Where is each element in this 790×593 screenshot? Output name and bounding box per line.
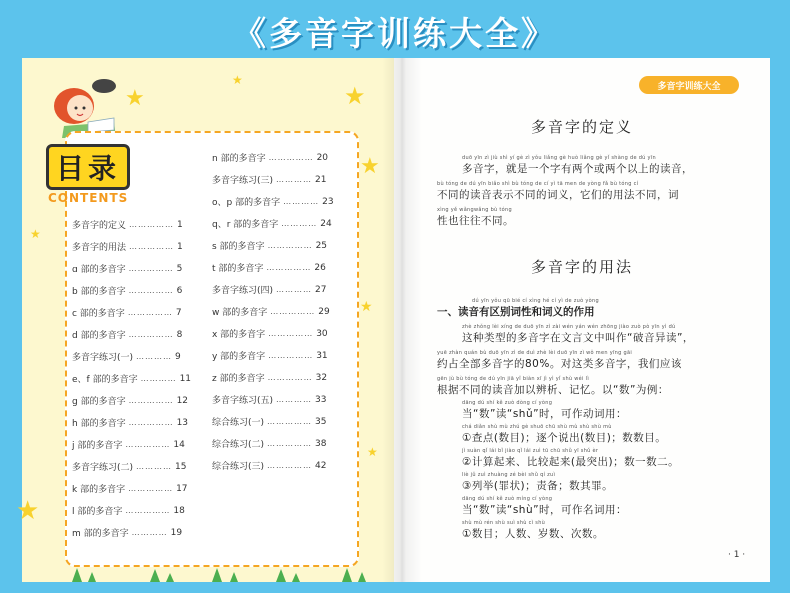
toc-entry[interactable]: 多音字练习(一) ………… 9: [72, 351, 181, 363]
toc-entry[interactable]: h 部的多音字 …………… 13: [72, 417, 189, 429]
example-line: ①数目；人数、岁数、次数。: [462, 528, 604, 540]
open-book: [16, 58, 770, 582]
toc-entry[interactable]: g 部的多音字 …………… 12: [72, 395, 189, 407]
star-icon: ★: [30, 227, 41, 241]
pinyin-line: xìng yě wǎngwǎng bù tóng: [437, 207, 512, 213]
pinyin-line: zhè zhǒng lèi xíng de duō yīn zì zài wén yán wén zhōng jiào zuò pò yīn yì dú: [462, 324, 676, 330]
definition-line: 性也往往不同。: [437, 215, 514, 227]
page-number: · 1 ·: [728, 550, 746, 560]
star-icon: ★: [367, 445, 378, 459]
toc-entry[interactable]: k 部的多音字 …………… 17: [72, 483, 188, 495]
toc-entry[interactable]: 多音字练习(五) ………… 33: [212, 394, 327, 406]
star-icon: ★: [16, 496, 40, 526]
example-line: ①查点(数目)；逐个说出(数目)；数数目。: [462, 432, 667, 444]
banner-title: 《多音字训练大全》: [233, 13, 557, 53]
example-line: 当“数”读“shǔ”时，可作动词用：: [462, 408, 628, 420]
pinyin-line: bù tóng de dú yīn biǎo shì bù tóng de cí yì tā men de yòng fǎ bù tóng cí: [437, 181, 639, 187]
toc-entry[interactable]: b 部的多音字 …………… 6: [72, 285, 183, 297]
pinyin-line: jì suàn qǐ lái bǐ jiào qǐ lái zuì tū chū shǔ yī shǔ èr: [462, 448, 599, 454]
toc-entry[interactable]: 多音字练习(二) ………… 15: [72, 461, 187, 473]
banner: [0, 0, 790, 62]
toc-heading: 目录: [46, 144, 130, 190]
toc-entry[interactable]: s 部的多音字 …………… 25: [212, 240, 328, 252]
usage-line: 约占全部多音字的80%。对这类多音字，我们应该: [437, 358, 682, 370]
toc-entry[interactable]: z 部的多音字 …………… 32: [212, 372, 328, 384]
star-icon: ★: [360, 299, 373, 315]
right-page: [394, 58, 770, 582]
pinyin-line: liè jǔ zuì zhuàng zé bèi shǔ qí zuì: [462, 472, 556, 478]
star-icon: ★: [344, 82, 366, 110]
tree-decoration: [62, 564, 392, 582]
toc-entry[interactable]: q、r 部的多音字 ………… 24: [212, 218, 332, 230]
pinyin-line: gēn jù bù tóng de dú yīn jiā yǐ biàn xī jì yì yǐ shù wéi lì: [437, 376, 590, 382]
toc-entry[interactable]: y 部的多音字 …………… 31: [212, 350, 328, 362]
toc-entry[interactable]: 多音字练习(四) ………… 27: [212, 284, 327, 296]
pinyin-line: yuē zhàn quán bù duō yīn zì de duì zhè lèi duō yīn zì wǒ men yīng gāi: [437, 350, 633, 356]
usage-title: 多音字的用法: [530, 258, 633, 276]
star-icon: ★: [360, 154, 380, 179]
toc-entry[interactable]: o、p 部的多音字 ………… 23: [212, 196, 334, 208]
toc-entry[interactable]: m 部的多音字 ………… 19: [72, 527, 183, 539]
pinyin-line: dāng dú shí kě zuò dòng cí yòng: [462, 400, 553, 406]
contents-label: CONTENTS: [48, 191, 129, 205]
toc-entry[interactable]: c 部的多音字 …………… 7: [72, 307, 182, 319]
usage-line: 这种类型的多音字在文言文中叫作“破音异读”，: [462, 332, 694, 344]
toc-entry[interactable]: d 部的多音字 …………… 8: [72, 329, 183, 341]
definition-title: 多音字的定义: [530, 118, 633, 136]
toc-entry[interactable]: 多音字的用法 …………… 1: [72, 241, 183, 253]
pinyin-line: duō yīn zì jiù shì yí gè zì yǒu liǎng gè huò liǎng gè yǐ shàng de dú yīn: [462, 155, 656, 161]
toc-entry[interactable]: 综合练习(一) …………… 35: [212, 416, 327, 428]
left-page: [16, 58, 394, 582]
definition-line: 多音字，就是一个字有两个或两个以上的读音，: [462, 163, 693, 175]
section-heading: 一、读音有区别词性和词义的作用: [437, 306, 595, 318]
toc-entry[interactable]: e、f 部的多音字 ………… 11: [72, 373, 192, 385]
example-line: ③列举(罪状)；责备；数其罪。: [462, 480, 614, 492]
toc-entry[interactable]: w 部的多音字 …………… 29: [212, 306, 330, 318]
star-icon: ★: [232, 73, 243, 87]
toc-entry[interactable]: j 部的多音字 …………… 14: [72, 439, 185, 451]
toc-entry[interactable]: t 部的多音字 …………… 26: [212, 262, 326, 274]
toc-entry[interactable]: 多音字的定义 …………… 1: [72, 219, 183, 231]
pinyin-line: chá diǎn shù mù zhú gè shuō chū shù mù shù shù mù: [462, 424, 612, 430]
toc-entry[interactable]: x 部的多音字 …………… 30: [212, 328, 328, 340]
definition-line: 不同的读音表示不同的词义，它们的用法不同，词: [437, 189, 679, 201]
toc-entry[interactable]: ɑ 部的多音字 …………… 5: [72, 263, 183, 275]
toc-entry[interactable]: l 部的多音字 …………… 18: [72, 505, 185, 517]
toc-entry[interactable]: 综合练习(三) …………… 42: [212, 460, 327, 472]
toc-entry[interactable]: 综合练习(二) …………… 38: [212, 438, 327, 450]
series-logo: 多音字训练大全: [639, 76, 739, 94]
pinyin-line: dāng dú shí kě zuò míng cí yòng: [462, 496, 553, 502]
toc-entry[interactable]: 多音字练习(三) ………… 21: [212, 174, 327, 186]
toc-entry[interactable]: n 部的多音字 …………… 20: [212, 152, 329, 164]
pinyin-line: shù mù rén shù suì shù cì shù: [462, 520, 546, 526]
example-line: 当“数”读“shù”时，可作名词用：: [462, 504, 628, 516]
example-line: ②计算起来、比较起来(最突出)；数一数二。: [462, 456, 680, 468]
pinyin-line: dú yīn yǒu qū bié cí xìng hé cí yì de zuò yòng: [472, 298, 599, 304]
usage-line: 根据不同的读音加以辨析、记忆。以“数”为例：: [437, 384, 669, 396]
star-icon: ★: [125, 86, 145, 111]
